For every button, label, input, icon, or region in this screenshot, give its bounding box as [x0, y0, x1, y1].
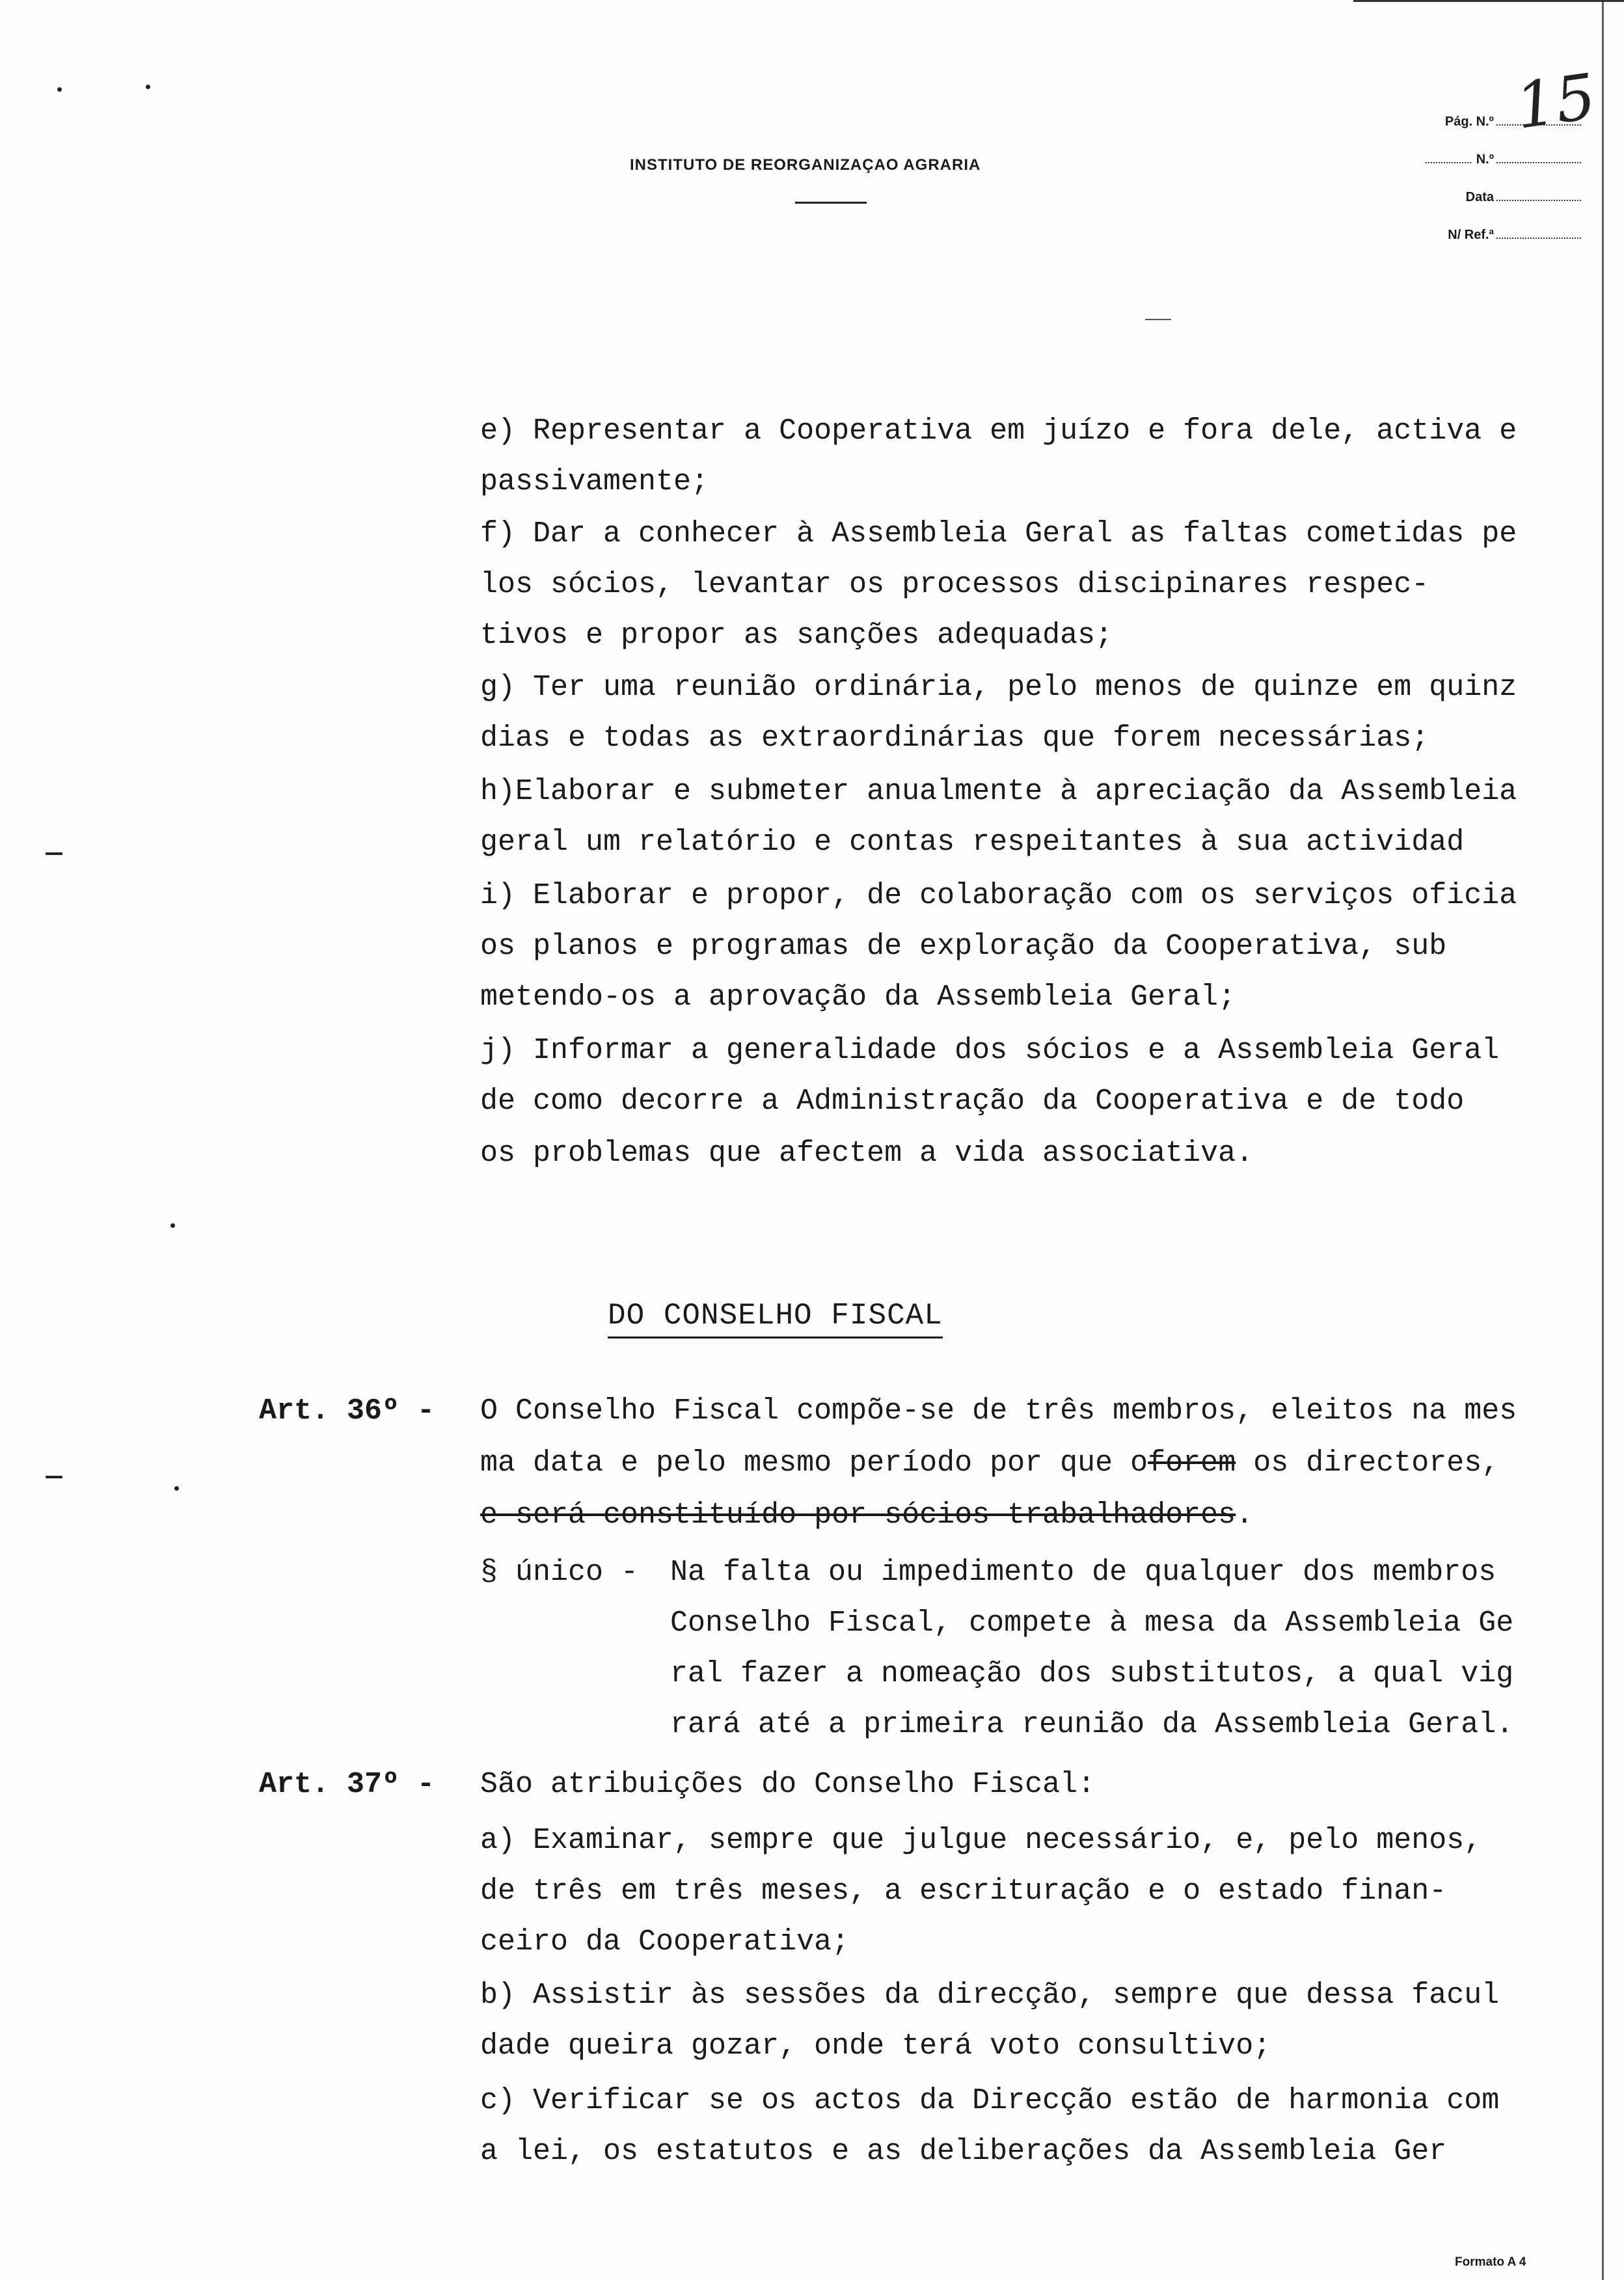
item-h-line-1: h)Elaborar e submeter anualmente à apreciação da Assembleia	[480, 775, 1517, 808]
header-short-rule	[1145, 319, 1171, 320]
scan-edge-line	[1602, 0, 1604, 2280]
ref-dots	[1496, 161, 1581, 163]
ref-row-data	[1386, 190, 1581, 228]
art36-paragraph-line-4: rará até a primeira reunião da Assembleia Geral.	[670, 1708, 1514, 1741]
scan-speck	[146, 85, 150, 89]
art37-item-c-line-2: a lei, os estatutos e as deliberações da Assembleia Ger	[480, 2135, 1447, 2168]
handwritten-page-number: 15	[1511, 60, 1601, 143]
ref-label-pag: Pág. N.º	[1444, 115, 1494, 129]
art36-line-3-end: .	[1236, 1499, 1254, 1532]
art36-paragraph-line-2: Conselho Fiscal, compete à mesa da Assembleia Ge	[670, 1607, 1514, 1640]
ref-dots	[1426, 161, 1471, 163]
item-e-line-2: passivamente;	[480, 465, 709, 498]
item-e-line-1: e) Representar a Cooperativa em juízo e fora dele, activa e	[480, 414, 1517, 448]
ref-dots	[1496, 199, 1581, 201]
art37-item-a-line-3: ceiro da Cooperativa;	[480, 1925, 850, 1959]
scan-dash	[46, 852, 62, 855]
item-f-line-3: tivos e propor as sanções adequadas;	[480, 619, 1113, 652]
ref-label-data: Data	[1465, 190, 1494, 204]
ref-label-ref: N/ Ref.ª	[1448, 228, 1494, 242]
paper-format-label: Formato A 4	[1455, 2255, 1526, 2269]
art36-line-2-b: os directores,	[1236, 1446, 1500, 1480]
item-j-line-3: os problemas que afectem a vida associativa.	[480, 1137, 1254, 1170]
section-heading-conselho-fiscal: DO CONSELHO FISCAL	[608, 1299, 943, 1338]
item-f-line-1: f) Dar a conhecer à Assembleia Geral as faltas cometidas pe	[480, 517, 1517, 550]
art36-line-3-struck: e será constituído por sócios trabalhadores	[480, 1499, 1236, 1532]
item-h-line-2: geral um relatório e contas respeitantes à sua actividad	[480, 826, 1465, 859]
art36-paragraph-label: § único -	[480, 1556, 639, 1589]
ref-label-num: N.º	[1476, 152, 1494, 167]
scan-top-rule	[1353, 0, 1624, 2]
item-i-line-2: os planos e programas de exploração da Cooperativa, sub	[480, 930, 1447, 963]
item-g-line-2: dias e todas as extraordinárias que forem necessárias;	[480, 722, 1429, 755]
item-i-line-3: metendo-os a aprovação da Assembleia Geral;	[480, 981, 1236, 1014]
art37-item-c-line-1: c) Verificar se os actos da Direcção estão de harmonia com	[480, 2084, 1500, 2117]
item-j-line-2: de como decorre a Administração da Cooperativa e de todo	[480, 1085, 1465, 1118]
item-i-line-1: i) Elaborar e propor, de colaboração com os serviços oficia	[480, 879, 1517, 912]
ref-row-num	[1386, 152, 1581, 190]
ref-row-ref	[1386, 228, 1581, 265]
ref-dots	[1496, 124, 1581, 126]
art36-line-2	[480, 1448, 1499, 1478]
header-underline	[795, 202, 867, 204]
item-j-line-1: j) Informar a generalidade dos sócios e a Assembleia Geral	[480, 1034, 1500, 1067]
art36-line-1: O Conselho Fiscal compõe-se de três membros, eleitos na mes	[480, 1394, 1517, 1428]
art36-line-2-struck: forem	[1148, 1446, 1236, 1480]
item-g-line-1: g) Ter uma reunião ordinária, pelo menos de quinze em quinz	[480, 671, 1517, 704]
art37-item-b-line-1: b) Assistir às sessões da direcção, sempre que dessa facul	[480, 1979, 1500, 2012]
art37-label: Art. 37º -	[259, 1768, 435, 1801]
art36-paragraph-line-3: ral fazer a nomeação dos substitutos, a qual vig	[670, 1657, 1514, 1690]
scan-speck	[174, 1486, 179, 1491]
art37-item-b-line-2: dade queira gozar, onde terá voto consultivo;	[480, 2029, 1271, 2063]
art36-line-2-a: ma data e pelo mesmo período por que o	[480, 1446, 1148, 1480]
institution-title: INSTITUTO DE REORGANIZAÇAO AGRARIA	[630, 156, 981, 174]
art36-label: Art. 36º -	[259, 1394, 435, 1428]
art37-item-a-line-1: a) Examinar, sempre que julgue necessário, e, pelo menos,	[480, 1824, 1482, 1857]
scan-dash	[46, 1476, 62, 1478]
art36-paragraph-line-1: Na falta ou impedimento de qualquer dos membros	[670, 1556, 1496, 1589]
ref-dots	[1496, 237, 1581, 239]
art37-intro: São atribuições do Conselho Fiscal:	[480, 1768, 1096, 1801]
scan-speck	[170, 1223, 175, 1228]
art37-item-a-line-2: de três em três meses, a escrituração e o estado finan-	[480, 1875, 1447, 1908]
scan-speck	[57, 87, 62, 92]
art36-line-3	[480, 1500, 1253, 1530]
item-f-line-2: los sócios, levantar os processos discipinares respec-	[480, 568, 1429, 601]
reference-fields	[1386, 115, 1581, 265]
ref-row-pag	[1386, 115, 1581, 152]
